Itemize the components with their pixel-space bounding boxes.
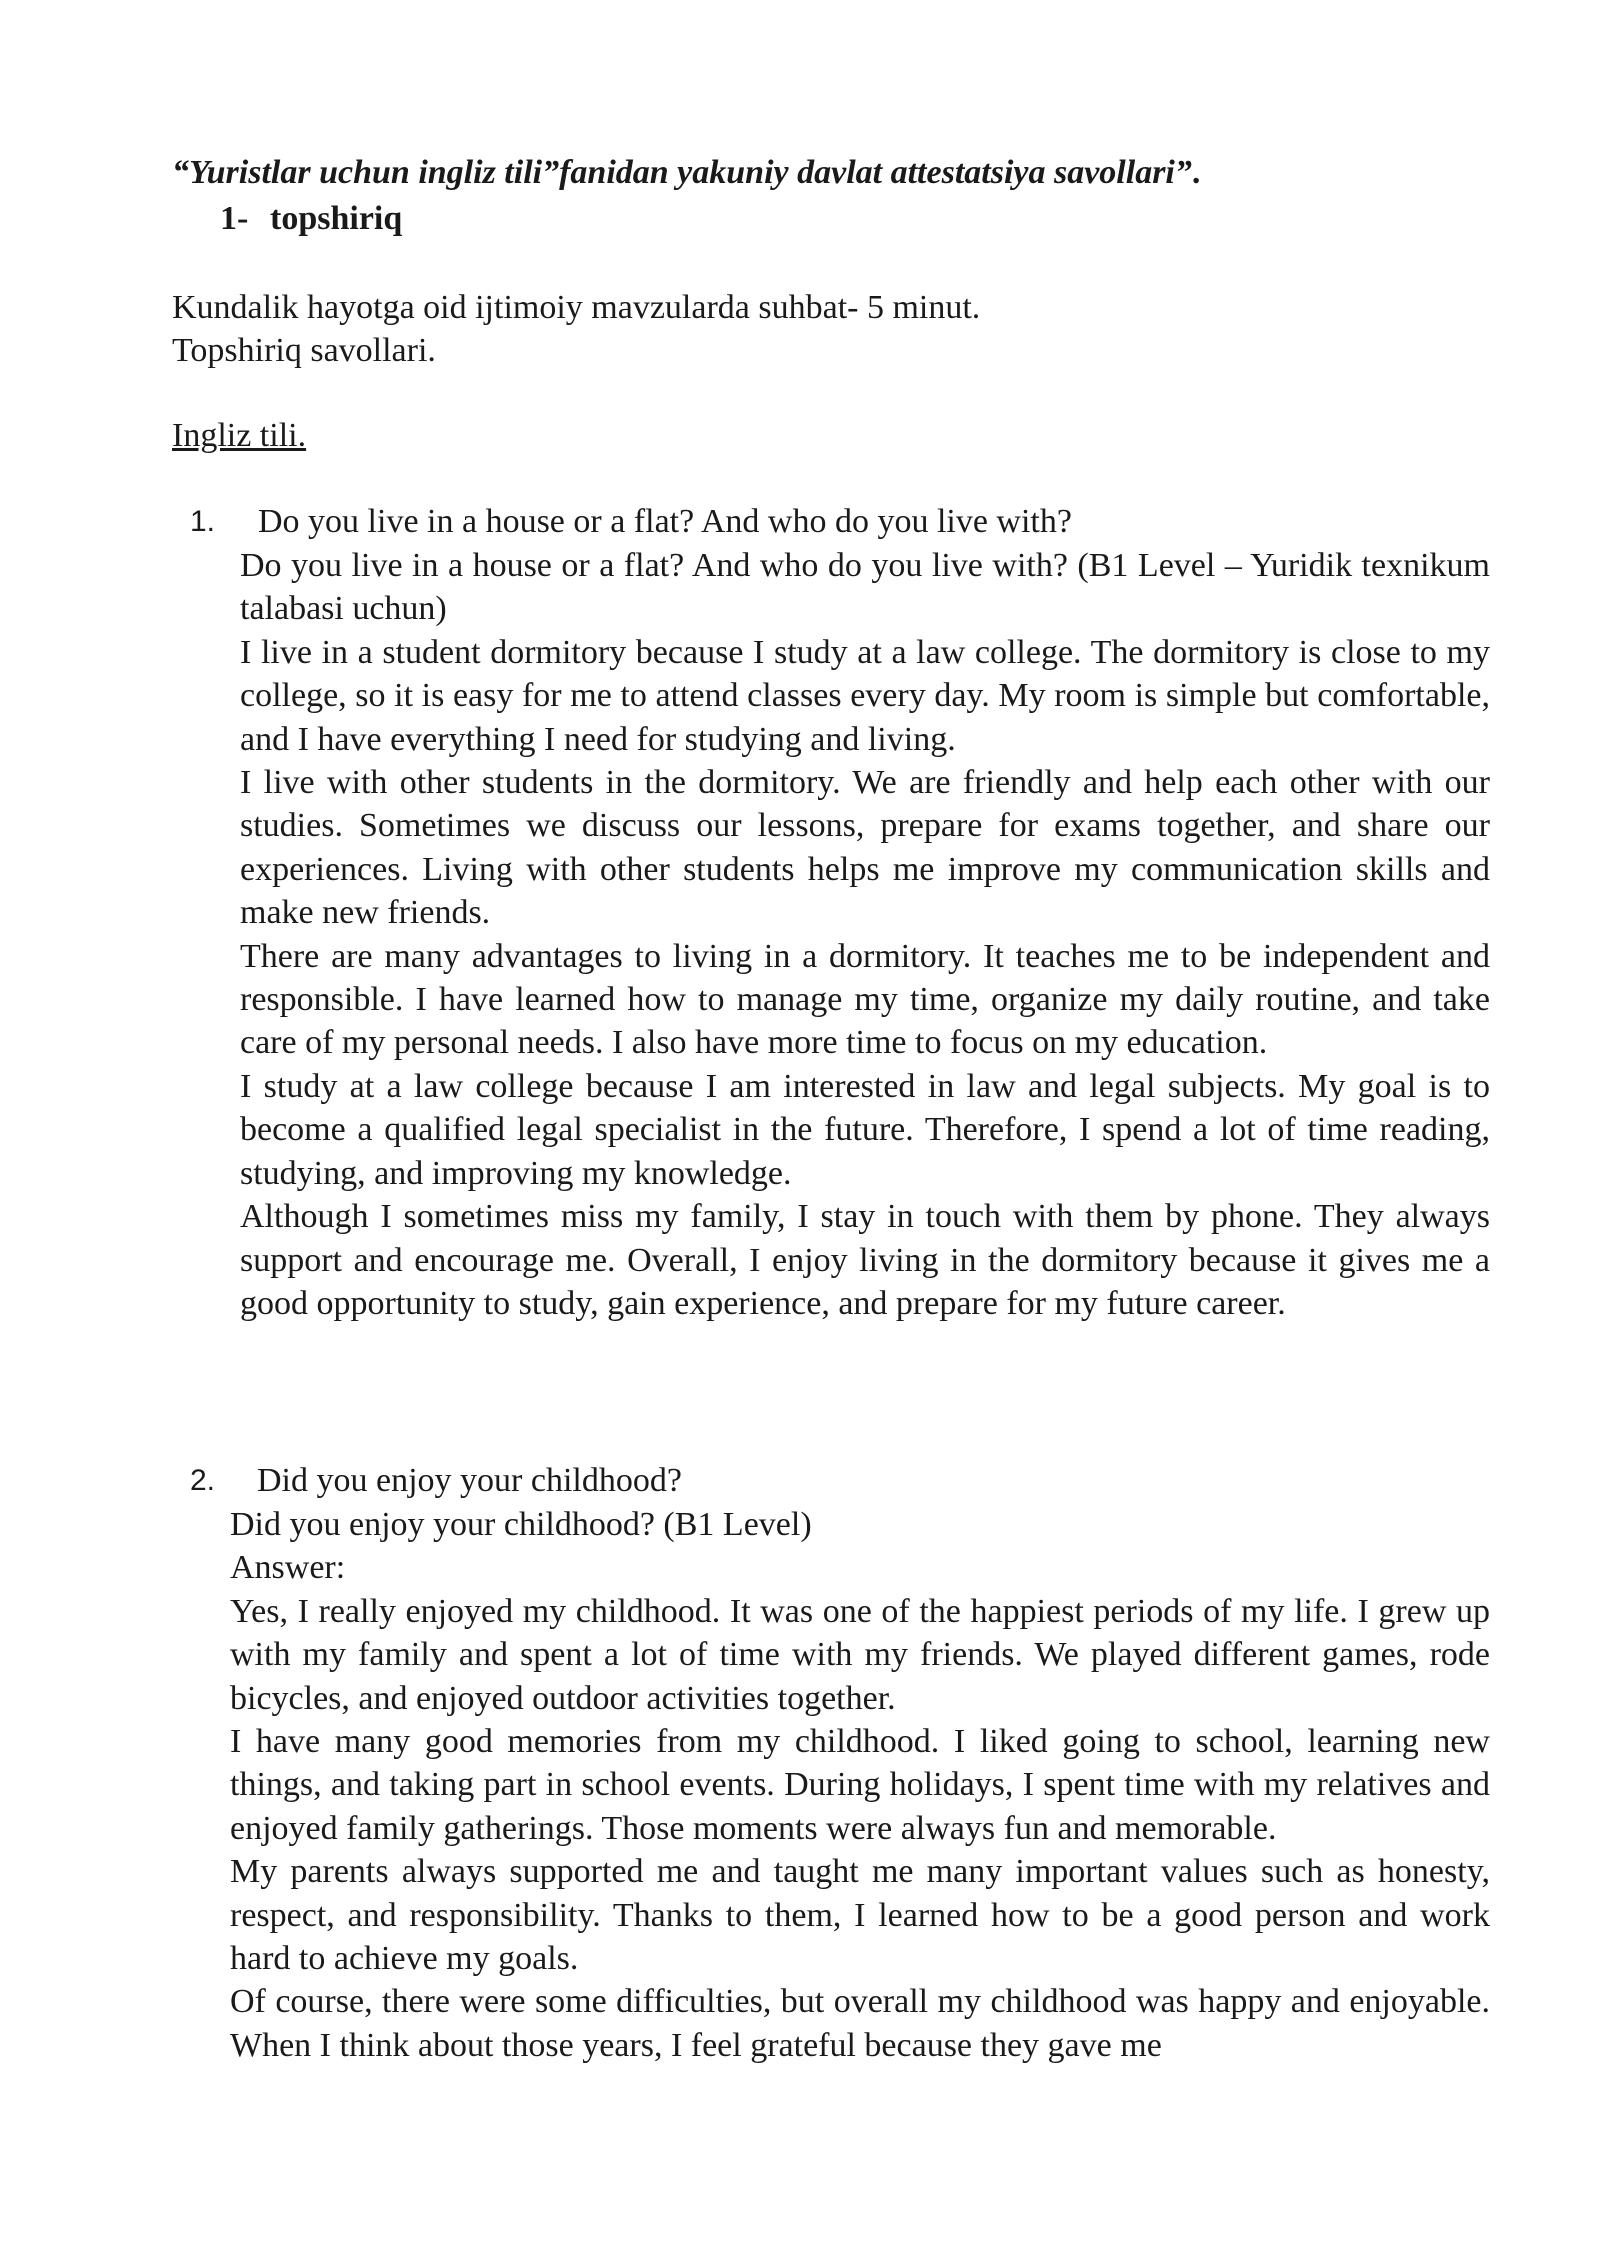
answer-paragraph: Yes, I really enjoyed my childhood. It was one of the happiest periods of my life. I grew up with my family and spent a lot of time with my friends. We played different games, rode bicycles, and enjoyed outdoor activities together. xyxy=(230,1592,1490,1717)
answer-body xyxy=(230,1503,1490,2067)
answer-paragraph: There are many advantages to living in a dormitory. It teaches me to be independent and responsible. I have learned how to manage my time, organize my daily routine, and take care of my personal needs. I also have more time to focus on my education. xyxy=(240,937,1490,1062)
answer-paragraph: I live with other students in the dormitory. We are friendly and help each other with our studies. Sometimes we discuss our lessons, prepare for exams together, and share our experiences. Living with other students helps me improve my communication skills and make new friends. xyxy=(240,764,1490,932)
answer-body xyxy=(240,544,1490,1325)
question-text: Do you live in a house or a flat? And who do you live with? xyxy=(258,503,1072,540)
intro-line-2: Topshiriq savollari. xyxy=(172,332,436,369)
answer-paragraph: Did you enjoy your childhood? (B1 Level) xyxy=(230,1506,812,1543)
question-heading xyxy=(0,1459,1600,1503)
document-title-text: “Yuristlar uchun ingliz tili”fanidan yakuniy davlat attestatsiya savollari” xyxy=(172,154,1192,191)
task-intro xyxy=(172,286,980,372)
question-heading xyxy=(0,500,1600,544)
intro-line-1: Kundalik hayotga oid ijtimoiy mavzularda suhbat- 5 minut. xyxy=(172,289,981,326)
question-number: 2. xyxy=(190,1464,216,1497)
question-number: 1. xyxy=(190,505,216,538)
task-heading xyxy=(220,198,402,240)
section-label: Ingliz tili. xyxy=(172,417,307,454)
question-item xyxy=(0,1459,1600,2064)
question-item xyxy=(0,500,1600,1322)
task-number: 1- xyxy=(220,200,249,237)
document-title xyxy=(172,152,1200,194)
task-label: topshiriq xyxy=(270,200,403,237)
answer-paragraph: I study at a law college because I am interested in law and legal subjects. My goal is to become a qualified legal specialist in the future. Therefore, I spend a lot of time reading, studying, and improving my knowledge. xyxy=(240,1067,1490,1192)
answer-paragraph: I live in a student dormitory because I study at a law college. The dormitory is close to my college, so it is easy for me to attend classes every day. My room is simple but comfortable, and I have everything I need for studying and living. xyxy=(240,633,1490,758)
answer-paragraph: Do you live in a house or a flat? And who do you live with? (B1 Level – Yuridik texnikum talabasi uchun) xyxy=(240,547,1490,628)
answer-paragraph: Of course, there were some difficulties, but overall my childhood was happy and enjoyable. When I think about those years, I feel grateful because they gave me xyxy=(230,1983,1490,2064)
document-title-period: . xyxy=(1191,154,1201,191)
answer-paragraph: Although I sometimes miss my family, I stay in touch with them by phone. They always support and encourage me. Overall, I enjoy living in the dormitory because it gives me a good opportunity to study, gain experience, and prepare for my future career. xyxy=(240,1198,1490,1322)
answer-paragraph: I have many good memories from my childhood. I liked going to school, learning new things, and taking part in school events. During holidays, I spent time with my relatives and enjoyed family gatherings. Those moments were always fun and memorable. xyxy=(230,1723,1490,1847)
answer-paragraph: My parents always supported me and taught me many important values such as honesty, respect, and responsibility. Thanks to them, I learned how to be a good person and work hard to achieve my goals. xyxy=(230,1853,1490,1978)
question-text: Did you enjoy your childhood? xyxy=(257,1462,682,1499)
answer-paragraph: Answer: xyxy=(230,1549,346,1587)
